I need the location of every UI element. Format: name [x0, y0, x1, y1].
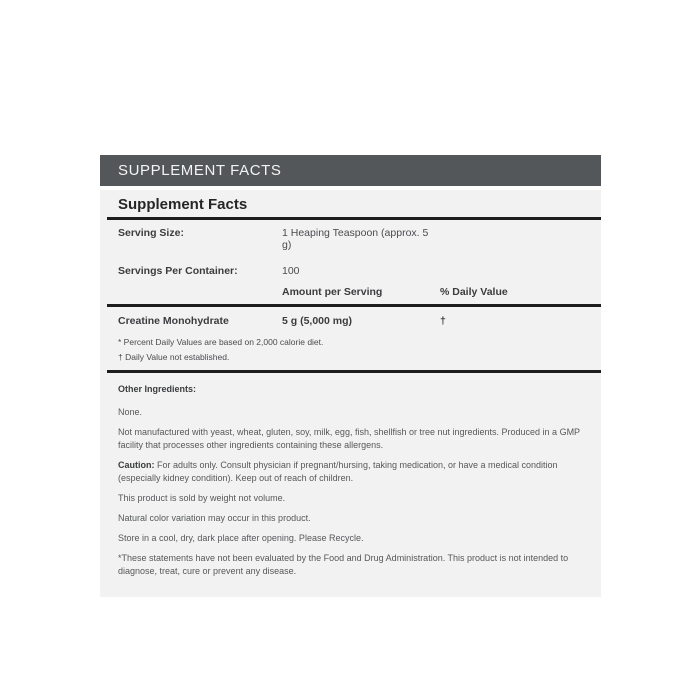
table-header-row	[100, 284, 601, 304]
caution-label: Caution:	[118, 460, 155, 470]
nutrient-name: Creatine Monohydrate	[118, 315, 229, 327]
color-variation-note: Natural color variation may occur in this product.	[118, 513, 311, 523]
allergen-statement: Not manufactured with yeast, wheat, gluten, soy, milk, egg, fish, shellfish or tree nut ingredients. Produced in a GMP facility that processes other ingredients containing these allergens.	[118, 427, 580, 450]
facts-panel	[100, 190, 601, 597]
footnote-dagger: † Daily Value not established.	[118, 352, 230, 362]
caution-statement	[118, 459, 583, 485]
facts-heading: Supplement Facts	[118, 196, 248, 213]
daily-value-header: % Daily Value	[440, 286, 508, 298]
nutrient-amount: 5 g (5,000 mg)	[282, 315, 353, 327]
servings-per-container-row	[100, 258, 601, 284]
servings-label: Servings Per Container:	[118, 265, 238, 277]
other-ingredients-none: None.	[118, 407, 143, 417]
fda-disclaimer: *These statements have not been evaluated by the Food and Drug Administration. This product is not intended to diagnose, treat, cure or prevent any disease.	[118, 553, 569, 576]
storage-note: Store in a cool, dry, dark place after opening. Please Recycle.	[118, 533, 364, 543]
caution-text: For adults only. Consult physician if pregnant/hursing, taking medication, or have a medical condition (especially kidney condition). Keep out of reach of children.	[118, 460, 558, 483]
serving-size-row	[100, 220, 601, 258]
banner-title: SUPPLEMENT FACTS	[118, 162, 282, 179]
serving-size-label: Serving Size:	[118, 227, 184, 239]
footnotes	[100, 331, 601, 370]
footnote-percent: * Percent Daily Values are based on 2,000 calorie diet.	[118, 337, 324, 347]
other-ingredients-heading: Other Ingredients:	[118, 384, 197, 394]
servings-value: 100	[282, 265, 300, 277]
weight-note: This product is sold by weight not volume.	[118, 493, 286, 503]
amount-per-serving-header: Amount per Serving	[282, 286, 383, 298]
nutrient-daily-value: †	[440, 315, 446, 327]
supplement-label-card	[100, 155, 601, 597]
serving-size-value: 1 Heaping Teaspoon (approx. 5 g)	[282, 227, 429, 251]
nutrient-row	[100, 307, 601, 331]
other-info-section	[100, 373, 601, 588]
banner	[100, 155, 601, 186]
